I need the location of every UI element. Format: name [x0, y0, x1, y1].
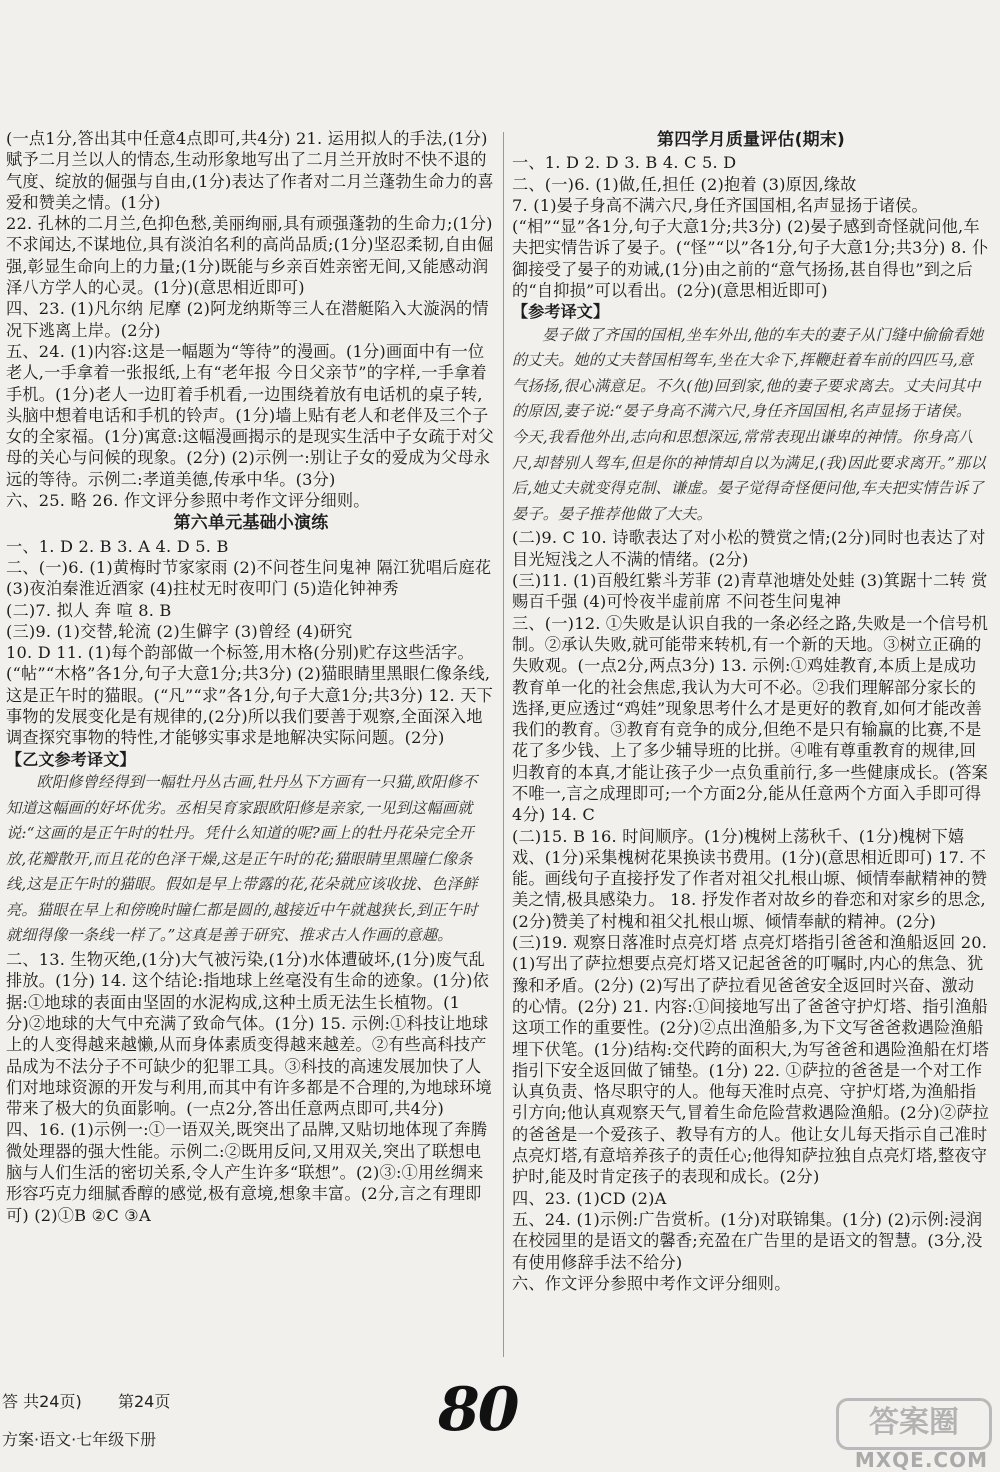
answer-paragraph: 四、23. (1)CD (2)A — [512, 1188, 667, 1208]
answer-paragraph: 五、24. (1)内容:这是一幅题为“等待”的漫画。(1分)画面中有一位老人,一手拿着一张报纸,上有“老年报 今日父亲节”的字样,一手拿着手机。(1分)老人一边盯着手机看,一边围绕着放有电话机的桌子转,头脑中想着电话和手机的铃声。(1分)墙上贴有老人和老伴及三个子女的全家福。(1分)寓意:这幅漫画揭示的是现实生活中子女疏于对父母的关心与问候的现象。(2分) (2)示例一:别让子女的爱成为父母永远的等待。示例二:孝道美德,传承中华。(3分) — [6, 341, 495, 489]
answer-paragraph: 一、1. D 2. B 3. A 4. D 5. B — [6, 536, 229, 556]
watermark — [808, 1398, 992, 1472]
answer-paragraph: 二、(一)6. (1)做,任,担任 (2)抱着 (3)原因,缘故 — [512, 174, 857, 194]
handwritten-translation: 晏子做了齐国的国相,坐车外出,他的车夫的妻子从门缝中偷偷看她的丈夫。她的丈夫替国相驾车,坐在大伞下,挥鞭赶着车前的四匹马,意气扬扬,很心满意足。不久(他)回到家,他的妻子要求离去。丈夫问其中的原因,妻子说:“晏子身高不满六尺,身任齐国国相,名声显扬于诸侯。今天,我看他外出,志向和思想深远,常常表现出谦卑的神情。你身高八尺,却替别人驾车,但是你的神情却自以为满足,(我)因此要求离开。”那以后,她丈夫就变得克制、谦虚。晏子觉得奇怪便问他,车夫把实情告诉了晏子。晏子推荐他做了大夫。 — [512, 325, 986, 523]
column-divider — [503, 132, 504, 1357]
answer-paragraph: 二、(一)6. (1)黄梅时节家家雨 (2)不问苍生问鬼神 隔江犹唱后庭花 (3)夜泊秦淮近酒家 (4)拄杖无时夜叩门 (5)造化钟神秀 — [6, 557, 492, 599]
translation-tag: 【参考译文】 — [512, 302, 610, 322]
footer-page-count: 答 共24页) — [2, 1392, 82, 1411]
answer-paragraph: 10. D 11. (1)每个韵部做一个标签,用木格(分别)贮存这些活字。(“帖”“木格”各1分,句子大意1分;共3分) (2)猫眼睛里黑眼仁像条线,这是正午时的猫眼。(“凡”“求”各1分,句子大意1分;共3分) 12. 天下事物的发展变化是有规律的,(2分)所以我们要善于观察,全面深入地调查探究事物的特性,才能够实事求是地解决实际问题。(2分) — [6, 643, 493, 748]
answer-paragraph: (三)19. 观察日落准时点亮灯塔 点亮灯塔指引爸爸和渔船返回 20. (1)写出了萨拉想要点亮灯塔又记起爸爸的叮嘱时,内心的焦急、犹豫和矛盾。(2分) (2)写出了萨拉看见爸爸安全返回时兴奋、激动的心情。(2分) 21. 内容:①间接地写出了爸爸守护灯塔、指引渔船这项工作的重要性。(2分)②点出渔船多,为下文写爸爸救遇险渔船埋下伏笔。(1分)结构:交代跨的面积大,为写爸爸和遇险渔船在灯塔指引下安全返回做了铺垫。(1分) 22. ①萨拉的爸爸是一个对工作认真负责、恪尽职守的人。他每天准时点亮、守护灯塔,为渔船指引方向;他认真观察天气,冒着生命危险营救遇险渔船。(2分)②萨拉的爸爸是一个爱孩子、教导有方的人。他让女儿每天指示自己准时点亮灯塔,有意培养孩子的责任心;他得知萨拉独自点亮灯塔,整夜守护时,能及时肯定孩子的表现和成长。(2分) — [512, 933, 989, 1187]
answer-paragraph: 六、作文评分参照中考作文评分细则。 — [512, 1273, 791, 1293]
answer-paragraph: 六、25. 略 26. 作文评分参照中考作文评分细则。 — [6, 491, 370, 511]
answer-column-right — [512, 128, 990, 1294]
footer-page-label: 第24页 — [118, 1392, 171, 1411]
translation-tag: 【乙文参考译文】 — [6, 749, 136, 769]
answer-paragraph: 四、16. (1)示例一:①一语双关,既突出了品牌,又贴切地体现了奔腾微处理器的强大性能。示例二:②既用反问,又用双关,突出了联想电脑与人们生活的密切关系,令人产生许多“联想”。(2)③:①用丝绸来形容巧克力细腻香醇的感觉,极有意境,想象丰富。(2分,言之有理即可) (2)①B ②C ③A — [6, 1120, 488, 1225]
answer-paragraph: 五、24. (1)示例:广告赏析。(1分)对联锦集。(1分) (2)示例:浸润在校园里的是语文的馨香;充盈在广告里的是语文的智慧。(3分,没有使用修辞手法不给分) — [512, 1209, 983, 1272]
answer-paragraph: (二)9. C 10. 诗歌表达了对小松的赞赏之情;(2分)同时也表达了对目光短浅之人不满的情绪。(2分) — [512, 528, 986, 569]
watermark-url: MXQE.COM — [854, 1448, 988, 1472]
answer-paragraph: (二)7. 拟人 奔 喧 8. B — [6, 600, 172, 620]
answer-paragraph: 二、13. 生物灭绝,(1分)大气被污染,(1分)水体遭破坏,(1分)废气乱排放。(1分) 14. 这个结论:指地球上丝毫没有生命的迹象。(1分)依据:①地球的表面由坚固的水泥构成,这种土质无法生长植物。(1分)②地球的大气中充满了致命气体。(1分) 15. 示例:①科技让地球上的人变得越来越懒,从而身体素质变得越来越差。②有些高科技产品成为不法分子不可缺少的犯罪工具。③科技的高速发展加快了人们对地球资源的开发与利用,而其中有许多都是不合理的,为地球环境带来了极大的负面影响。(一点2分,答出任意两点即可,共4分) — [6, 950, 492, 1119]
footer-book-title: 方案·语文·七年级下册 — [2, 1430, 157, 1449]
page-number: 80 — [438, 1375, 518, 1445]
watermark-logo: 答案圈 — [836, 1398, 992, 1450]
section-heading: 第四学月质量评估(期末) — [657, 130, 845, 150]
answer-paragraph: 22. 孔林的二月兰,色抑色愁,美丽绚丽,具有顽强蓬勃的生命力;(1分)不求闻达,不谋地位,具有淡泊名利的高尚品质;(1分)坚忍柔韧,自由倔强,彰显生命向上的力量;(1分)既能与乡亲百姓亲密无间,又能感动润泽八方学人的心灵。(1分)(意思相近即可) — [6, 214, 494, 298]
handwritten-translation: 欧阳修曾经得到一幅牡丹丛古画,牡丹丛下方画有一只猫,欧阳修不知道这幅画的好坏优劣。丞相吴育家跟欧阳修是亲家,一见到这幅画就说:“这画的是正午时的牡丹。凭什么知道的呢?画上的牡丹花朵完全开放,花瓣散开,而且花的色泽干燥,这是正午时的花;猫眼睛里黑瞳仁像条线,这是正午时的猫眼。假如是早上带露的花,花朵就应该收拢、色泽鲜亮。猫眼在早上和傍晚时瞳仁都是圆的,越接近中午就越狭长,到正午时就细得像一条线一样了。”这真是善于研究、推求古人作画的意趣。 — [6, 772, 478, 945]
answer-paragraph: 四、23. (1)凡尔纳 尼摩 (2)阿龙纳斯等三人在潜艇陷入大漩涡的情况下逃离上岸。(2分) — [6, 299, 489, 340]
answer-paragraph: 7. (1)晏子身高不满六尺,身任齐国国相,名声显扬于诸侯。(“相”“显”各1分,句子大意1分;共3分) (2)晏子感到奇怪就问他,车夫把实情告诉了晏子。(“怪”“以”各1分,句子大意1分;共3分) 8. 仆御接受了晏子的劝诫,(1分)由之前的“意气扬扬,甚自得也”到之后的“自抑损”可以看出。(2分)(意思相近即可) — [512, 195, 989, 301]
answer-column-left — [6, 128, 496, 1226]
answer-paragraph: (二)15. B 16. 时间顺序。(1分)槐树上荡秋千、(1分)槐树下嬉戏、(1分)采集槐树花果换读书费用。(1分)(意思相近即可) 17. 不能。画线句子直接抒发了作者对祖父扎根山塬、倾情奉献精神的赞美之情,极具感染力。 18. 抒发作者对故乡的眷恋和对家乡的思念,(2分)赞美了村槐和祖父扎根山塬、倾情奉献的精神。(2分) — [512, 826, 988, 931]
answer-paragraph: 一、1. D 2. D 3. B 4. C 5. D — [512, 153, 737, 173]
section-heading: 第六单元基础小演练 — [173, 513, 329, 534]
answer-paragraph: (三)11. (1)百般红紫斗芳菲 (2)青草池塘处处蛙 (3)箕踞十二转 赏赐百千强 (4)可怜夜半虚前席 不问苍生问鬼神 — [512, 571, 988, 612]
answer-paragraph: (三)9. (1)交替,轮流 (2)生僻字 (3)曾经 (4)研究 — [6, 621, 353, 641]
answer-paragraph: 三、(一)12. ①失败是认识自我的一条必经之路,失败是一个信号机制。②承认失败,就可能带来转机,有一个新的天地。③树立正确的失败观。(一点2分,两点3分) 13. 示例:①鸡娃教育,本质上是成功教育单一化的社会焦虑,我认为大可不必。②我们理解部分家长的选择,更应透过“鸡娃”现象思考什么才是更好的教育,如何才能改善我们的教育。③教育有竞争的成分,但绝不是只有输赢的比赛,不是花了多少钱、上了多少辅导班的比拼。④唯有尊重教育的规律,回归教育的本真,才能让孩子少一点负重前行,多一些健康成长。(答案不唯一,言之成理即可;一个方面2分,能从任意两个方面入手即可得4分) 14. C — [512, 613, 989, 825]
answer-paragraph: (一点1分,答出其中任意4点即可,共4分) 21. 运用拟人的手法,(1分)赋予二月兰以人的情态,生动形象地写出了二月兰开放时不快不退的气度、绽放的倔强与自由,(1分)表达了作者对二月兰蓬勃生命力的喜爱和赞美之情。(1分) — [6, 129, 494, 212]
